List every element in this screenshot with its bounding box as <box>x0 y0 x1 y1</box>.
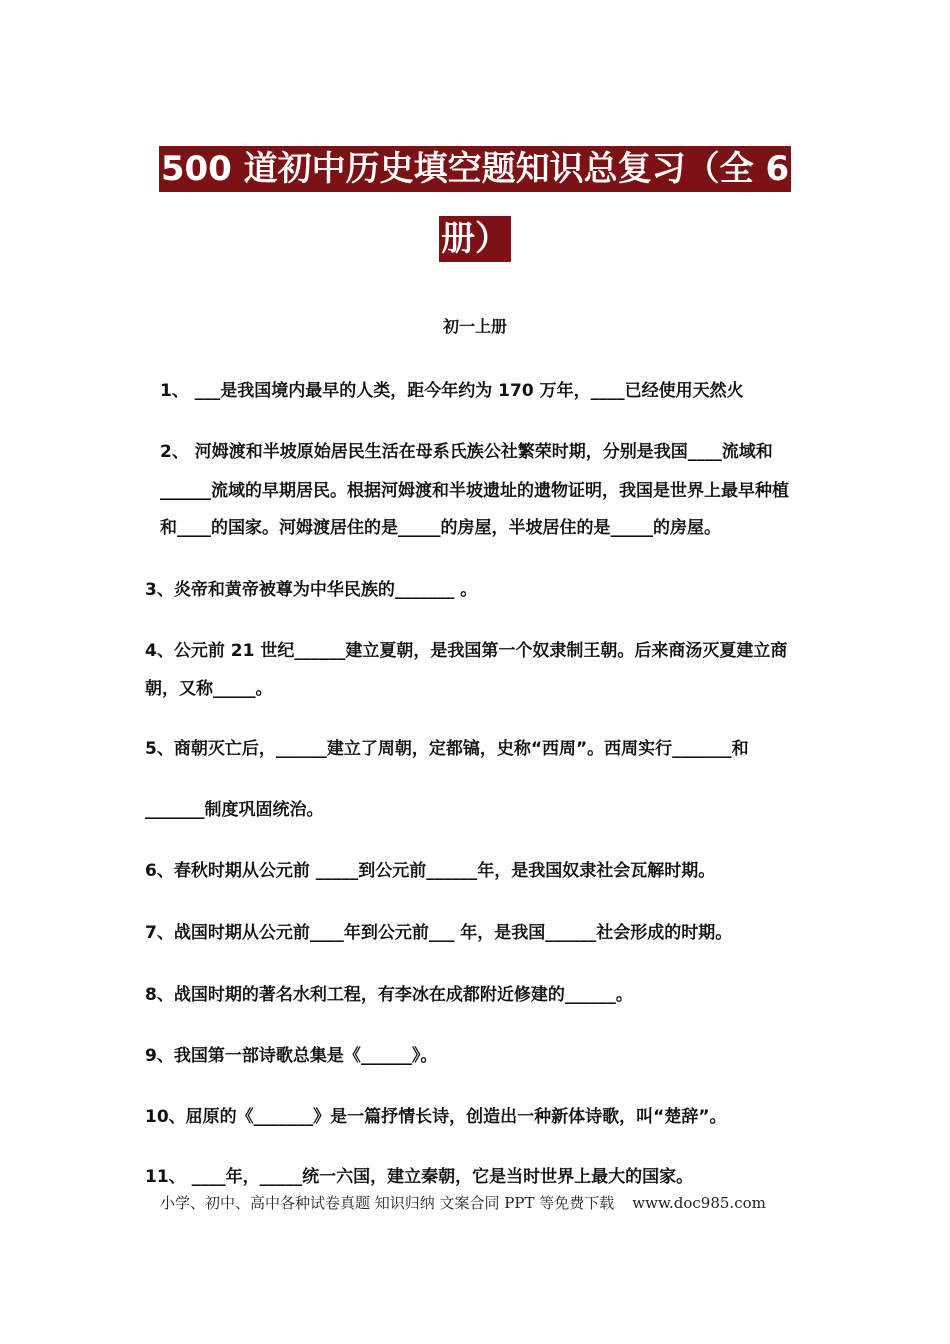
question-line: 9、我国第一部诗歌总集是《______》。 <box>145 1046 438 1066</box>
document-title-text-1: 500 道初中历史填空题知识总复习（全 6 <box>159 146 791 192</box>
page-footer <box>160 1192 766 1213</box>
question-line: 6、春秋时期从公元前 _____到公元前______年，是我国奴隶社会瓦解时期。 <box>145 861 716 881</box>
document-title-line-2 <box>0 216 950 262</box>
question-line: 4、公元前 21 世纪______建立夏朝，是我国第一个奴隶制王朝。后来商汤灭夏建立商 <box>145 641 788 661</box>
question-line: 2、 河姆渡和半坡原始居民生活在母系氏族公社繁荣时期，分别是我国____流域和 <box>160 442 773 462</box>
question-line: 3、炎帝和黄帝被尊为中华民族的_______ 。 <box>145 580 478 600</box>
question-line: 7、战国时期从公元前____年到公元前___ 年，是我国______社会形成的时期。 <box>145 923 733 943</box>
question-line: _______制度巩固统治。 <box>145 800 324 820</box>
footer-website-link[interactable]: www.doc985.com <box>632 1194 766 1212</box>
question-line: 11、 ____年，_____统一六国，建立秦朝，它是当时世界上最大的国家。 <box>145 1167 694 1187</box>
question-line: 和____的国家。河姆渡居住的是_____的房屋，半坡居住的是_____的房屋。 <box>160 518 721 538</box>
document-title-text-2: 册） <box>439 216 511 262</box>
footer-promo-text: 小学、初中、高中各种试卷真题 知识归纳 文案合同 PPT 等免费下载 <box>160 1194 615 1212</box>
question-line: 10、屈原的《_______》是一篇抒情长诗，创造出一种新体诗歌，叫“楚辞”。 <box>145 1107 727 1127</box>
question-line: 5、商朝灭亡后，______建立了周朝，定都镐，史称“西周”。西周实行_______和 <box>145 739 749 759</box>
document-title-line-1 <box>0 146 950 192</box>
question-line: 1、 ___是我国境内最早的人类，距今年约为 170 万年，____已经使用天然火 <box>160 381 744 401</box>
question-line: 朝，又称_____。 <box>145 679 273 699</box>
question-line: ______流域的早期居民。根据河姆渡和半坡遗址的遗物证明，我国是世界上最早种植 <box>160 481 789 501</box>
question-line: 8、战国时期的著名水利工程，有李冰在成都附近修建的______。 <box>145 985 633 1005</box>
section-heading: 初一上册 <box>442 317 507 336</box>
